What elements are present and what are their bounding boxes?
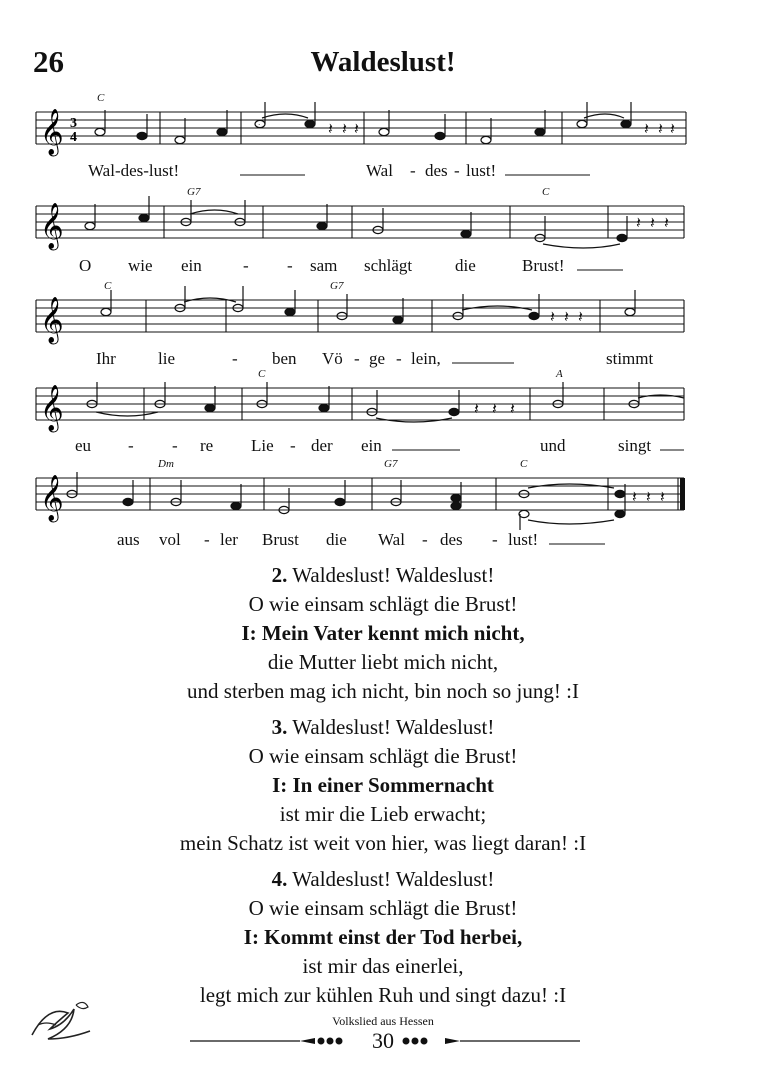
lyric-syllable: wie [128, 256, 153, 275]
lyric-syllable: - [492, 530, 498, 549]
chord-symbol: C [258, 368, 266, 380]
lyric-syllable: singt [618, 436, 652, 455]
lyric-syllable: - [290, 436, 296, 455]
lyric-syllable: - [204, 530, 210, 549]
verse-line [0, 619, 766, 648]
lyric-syllable: lie [158, 349, 175, 368]
svg-text:𝄽: 𝄽 [632, 487, 637, 506]
lyric-syllable: Lie [251, 436, 274, 455]
verse-refrain-text: I: In einer Sommernacht [272, 773, 494, 797]
lyric-syllable: lust! [508, 530, 539, 549]
lyric-syllable: Wal-des-lust! [88, 161, 180, 180]
svg-text:𝄽: 𝄽 [660, 487, 665, 506]
verse-refrain-text: I: Mein Vater kennt mich nicht [241, 621, 520, 645]
verse-refrain-tail: , [519, 621, 525, 645]
lyric-syllable: die [455, 256, 476, 275]
chord-symbol: G7 [330, 280, 344, 292]
lyric-syllable: - [454, 161, 460, 180]
svg-text:𝄽: 𝄽 [670, 119, 675, 138]
verse-line-text: Waldeslust! Waldeslust! [292, 867, 495, 891]
verse-line: O wie einsam schlägt die Brust! [248, 896, 518, 920]
lyric-syllable: - [172, 436, 178, 455]
lyric-syllable: ler [220, 530, 238, 549]
svg-text:𝄽: 𝄽 [342, 119, 347, 138]
svg-text:·: · [258, 121, 261, 129]
verse-line [0, 771, 766, 800]
lyric-syllable: - [410, 161, 416, 180]
verse-line [0, 713, 766, 742]
chord-symbol: C [520, 458, 528, 470]
lyric-syllable: vol [159, 530, 181, 549]
svg-text:4: 4 [70, 130, 77, 145]
chord-symbol: A [556, 368, 563, 380]
svg-text:𝄞: 𝄞 [40, 475, 64, 521]
svg-text:𝄽: 𝄽 [664, 213, 669, 232]
verse-number: 3. [271, 715, 288, 739]
lyric-syllable: sam [310, 256, 338, 275]
verse-line: mein Schatz ist weit von hier, was liegt daran! :I [179, 831, 587, 855]
verse-line: O wie einsam schlägt die Brust! [248, 592, 518, 616]
lyric-syllable: re [200, 436, 214, 455]
music-staff-5 [0, 470, 766, 526]
lyric-syllable: aus [117, 530, 140, 549]
chord-symbol: C [97, 92, 105, 104]
lyric-syllable: die [326, 530, 347, 549]
svg-text:𝄞: 𝄞 [40, 297, 64, 343]
verse-4 [0, 865, 766, 1010]
lyric-syllable: ge [369, 349, 386, 368]
verse-line-text: Waldeslust! Waldeslust! [292, 715, 495, 739]
lyric-syllable: des [425, 161, 448, 180]
svg-text:·: · [585, 121, 588, 129]
lyric-syllable: - [287, 256, 293, 275]
svg-text:𝄽: 𝄽 [578, 307, 583, 326]
svg-text:𝄽: 𝄽 [636, 213, 641, 232]
lyric-syllable: Brust [262, 530, 299, 549]
music-staff-2 [0, 198, 766, 248]
lyric-syllable: der [311, 436, 333, 455]
verse-line: die Mutter liebt mich nicht, [267, 650, 499, 674]
verse-3 [0, 713, 766, 858]
lyric-syllable: ein [181, 256, 202, 275]
song-title: Waldeslust! [310, 46, 456, 78]
svg-text:𝄽: 𝄽 [646, 487, 651, 506]
svg-text:𝄽: 𝄽 [474, 399, 479, 418]
verse-number: 4. [271, 867, 288, 891]
svg-text:𝄞: 𝄞 [40, 203, 64, 249]
lyric-syllable: schlägt [364, 256, 413, 275]
page-number: 30 [372, 1028, 394, 1053]
svg-text:𝄽: 𝄽 [510, 399, 515, 418]
song-source: Volkslied aus Hessen [332, 1014, 434, 1028]
music-staff-3 [0, 292, 766, 342]
svg-text:𝄽: 𝄽 [644, 119, 649, 138]
verse-number: 2. [271, 563, 288, 587]
lyric-syllable: O [79, 256, 92, 275]
chord-symbol: G7 [384, 458, 398, 470]
lyric-syllable: eu [75, 436, 92, 455]
verse-line: legt mich zur kühlen Ruh und singt dazu! :I [199, 983, 567, 1007]
lyric-syllable: Vö [322, 349, 343, 368]
verse-line: und sterben mag ich nicht, bin noch so jung! :I [187, 679, 579, 703]
song-number: 26 [33, 44, 64, 79]
lyric-syllable: ben [272, 349, 297, 368]
lyric-syllable: ein [361, 436, 382, 455]
lyric-syllable: - [243, 256, 249, 275]
svg-text:𝄞: 𝄞 [40, 385, 64, 431]
lyric-syllable: lein, [411, 349, 441, 368]
verses [0, 561, 766, 1017]
svg-text:𝄽: 𝄽 [328, 119, 333, 138]
music-staff-1 [0, 104, 766, 154]
svg-text:𝄞: 𝄞 [40, 109, 64, 155]
lyric-syllable: lust! [466, 161, 497, 180]
verse-line [0, 923, 766, 952]
chord-symbol: Dm [158, 458, 174, 470]
verse-line-text: Waldeslust! Waldeslust! [292, 563, 495, 587]
lyric-syllable: Wal [378, 530, 405, 549]
svg-text:𝄽: 𝄽 [564, 307, 569, 326]
verse-line: ist mir die Lieb erwacht; [279, 802, 487, 826]
svg-text:𝄽: 𝄽 [550, 307, 555, 326]
verse-refrain-tail: , [516, 925, 523, 949]
lyric-syllable: - [422, 530, 428, 549]
verse-2 [0, 561, 766, 706]
verse-refrain-text: I: Kommt einst der Tod herbei [243, 925, 517, 949]
svg-text:𝄽: 𝄽 [492, 399, 497, 418]
svg-text:𝄽: 𝄽 [650, 213, 655, 232]
lyric-syllable: - [232, 349, 238, 368]
lyric-syllable: stimmt [606, 349, 654, 368]
lyric-syllable: Ihr [96, 349, 116, 368]
chord-symbol: G7 [187, 186, 201, 198]
svg-text:3: 3 [70, 116, 77, 131]
svg-text:𝄽: 𝄽 [354, 119, 359, 138]
verse-line: ist mir das einerlei, [302, 954, 464, 978]
verse-line [0, 561, 766, 590]
lyric-syllable: - [354, 349, 360, 368]
lyric-syllable: Wal [366, 161, 393, 180]
svg-text:𝄽: 𝄽 [658, 119, 663, 138]
lyric-syllable: Brust! [522, 256, 565, 275]
lyric-syllable: - [396, 349, 402, 368]
chord-symbol: C [542, 186, 550, 198]
lyric-syllable: - [128, 436, 134, 455]
music-staff-4 [0, 380, 766, 430]
lyric-syllable: und [540, 436, 566, 455]
verse-line [0, 865, 766, 894]
verse-line: O wie einsam schlägt die Brust! [248, 744, 518, 768]
lyric-syllable: des [440, 530, 463, 549]
chord-symbol: C [104, 280, 112, 292]
